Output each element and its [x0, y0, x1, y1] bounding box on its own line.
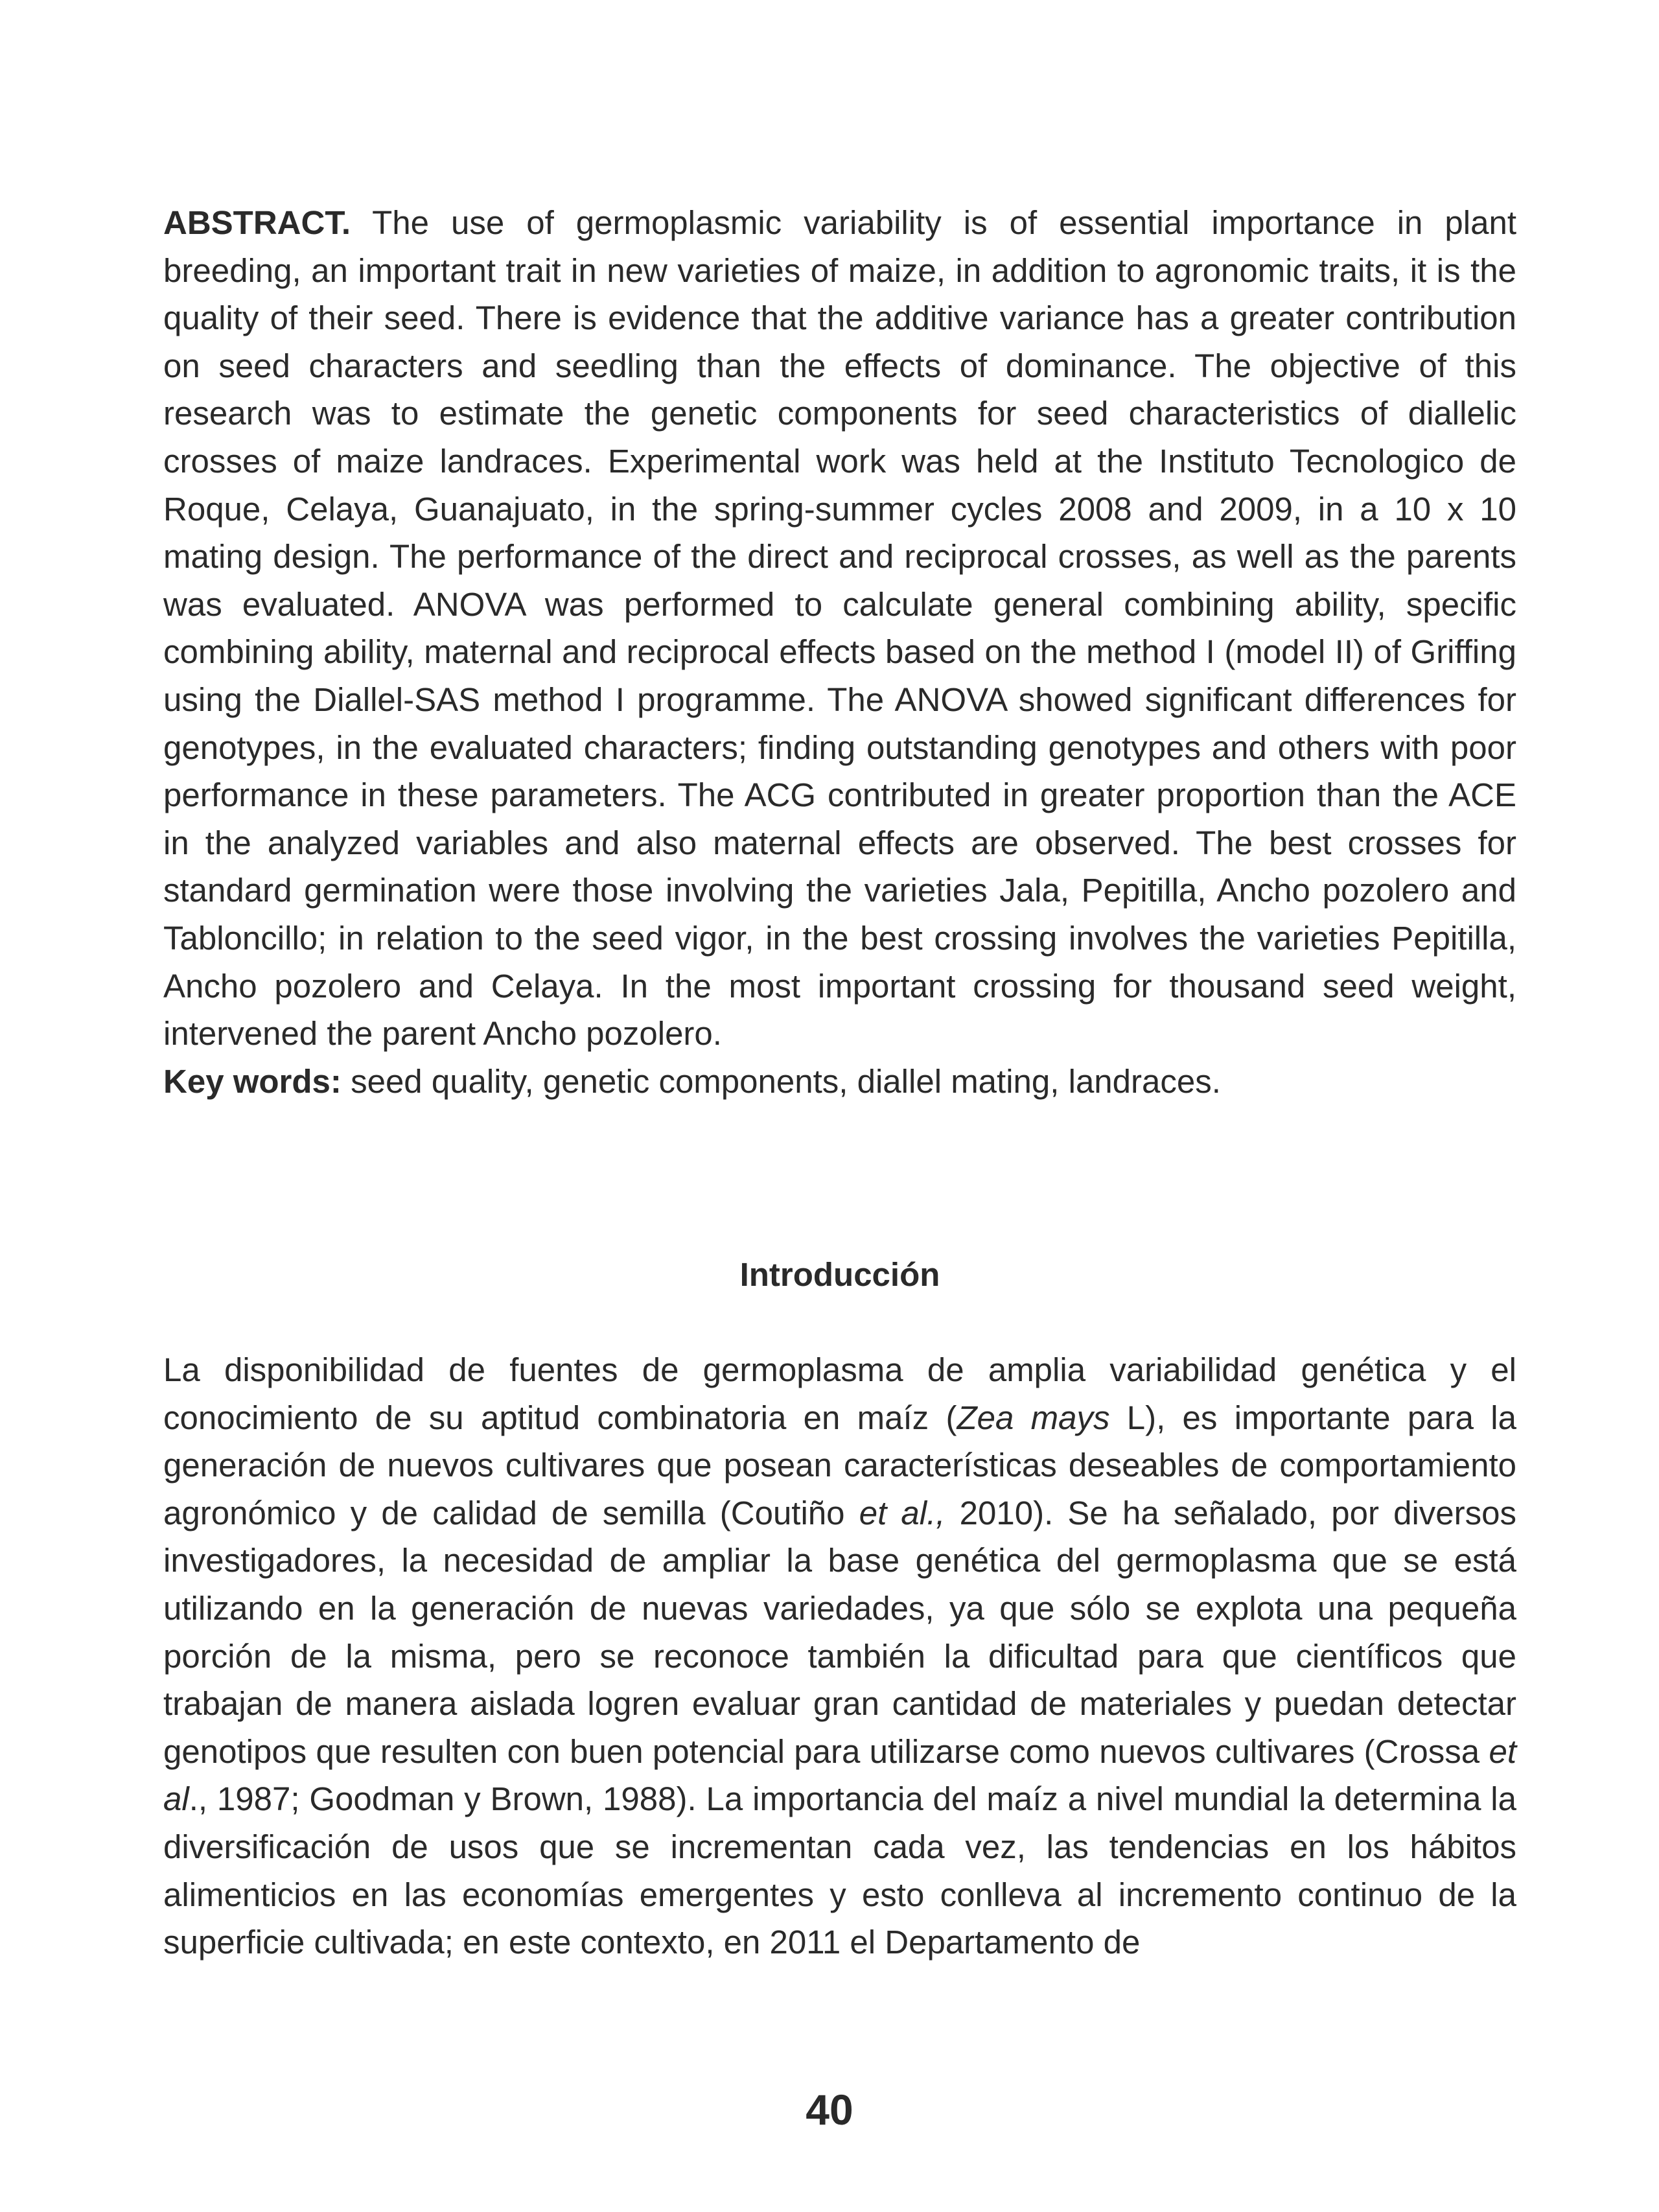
citation-etal: et al.,	[859, 1494, 946, 1531]
abstract-body: The use of germoplasmic variability is of essential importance in plant breeding, an important trait in new varieties of maize, in addition to agronomic traits, it is the quality of their seed. There is evidence that the additive variance has a greater contribution on seed characters and seedling than the effects of dominance. The objective of this research was to estimate the genetic components for seed characteristics of diallelic crosses of maize landraces. Experimental work was held at the Instituto Tecnologico de Roque, Celaya, Guanajuato, in the spring-summer cycles 2008 and 2009, in a 10 x 10 mating design. The performance of the direct and reciprocal crosses, as well as the parents was evaluated. ANOVA was performed to calculate general combining ability, specific combining ability, maternal and reciprocal effects based on the method I (model II) of Griffing using the Diallel-SAS method I programme. The ANOVA showed significant differences for genotypes, in the evaluated characters; finding outstanding genotypes and others with poor performance in these parameters. The ACG contributed in greater proportion than the ACE in the analyzed variables and also maternal effects are observed. The best crosses for standard germination were those involving the varieties Jala, Pepitilla, Ancho pozolero and Tabloncillo; in relation to the seed vigor, in the best crossing involves the varieties Pepitilla, Ancho pozolero and Celaya. In the most important crossing for thousand seed weight, intervened the parent Ancho pozolero.	[163, 204, 1516, 1053]
introduction-section	[163, 1346, 1516, 1966]
keywords-paragraph	[163, 1058, 1516, 1106]
abstract-section	[163, 199, 1516, 1105]
intro-text-3: 2010). Se ha señalado, por diversos investigadores, la necesidad de ampliar la base genética del germoplasma que se está utilizando en la generación de nuevas variedades, ya que sólo se explota una pequeña porción de la misma, pero se reconoce también la dificultad para que científicos que trabajan de manera aislada logren evaluar gran cantidad de materiales y puedan detectar genotipos que resulten con buen potencial para utilizarse como nuevos cultivares (Crossa	[163, 1494, 1516, 1770]
intro-text-2: L), es importante para la generación de nuevos cultivares que posean características deseables de comportamiento agronómico y de calidad de semilla (Coutiño	[163, 1399, 1516, 1531]
abstract-label: ABSTRACT.	[163, 204, 351, 241]
keywords-label: Key words:	[163, 1062, 342, 1100]
keywords-body: seed quality, genetic components, diallel mating, landraces.	[351, 1062, 1221, 1100]
intro-text-4: ., 1987; Goodman y Brown, 1988). La importancia del maíz a nivel mundial la determina la diversificación de usos que se incrementan cada vez, las tendencias en los hábitos alimenticios en las economías emergentes y esto conlleva al incremento continuo de la superficie cultivada; en este contexto, en 2011 el Departamento de	[163, 1780, 1516, 1961]
intro-text-1: La disponibilidad de fuentes de germoplasma de amplia variabilidad genética y el conocimiento de su aptitud combinatoria en maíz (	[163, 1351, 1516, 1436]
citation-etal: et al	[163, 1732, 1516, 1818]
intro-paragraph	[163, 1346, 1516, 1966]
species-name: Zea mays	[957, 1399, 1110, 1436]
page-number: 40	[806, 2086, 853, 2134]
abstract-paragraph	[163, 199, 1516, 1058]
section-heading: Introducción	[739, 1256, 940, 1293]
